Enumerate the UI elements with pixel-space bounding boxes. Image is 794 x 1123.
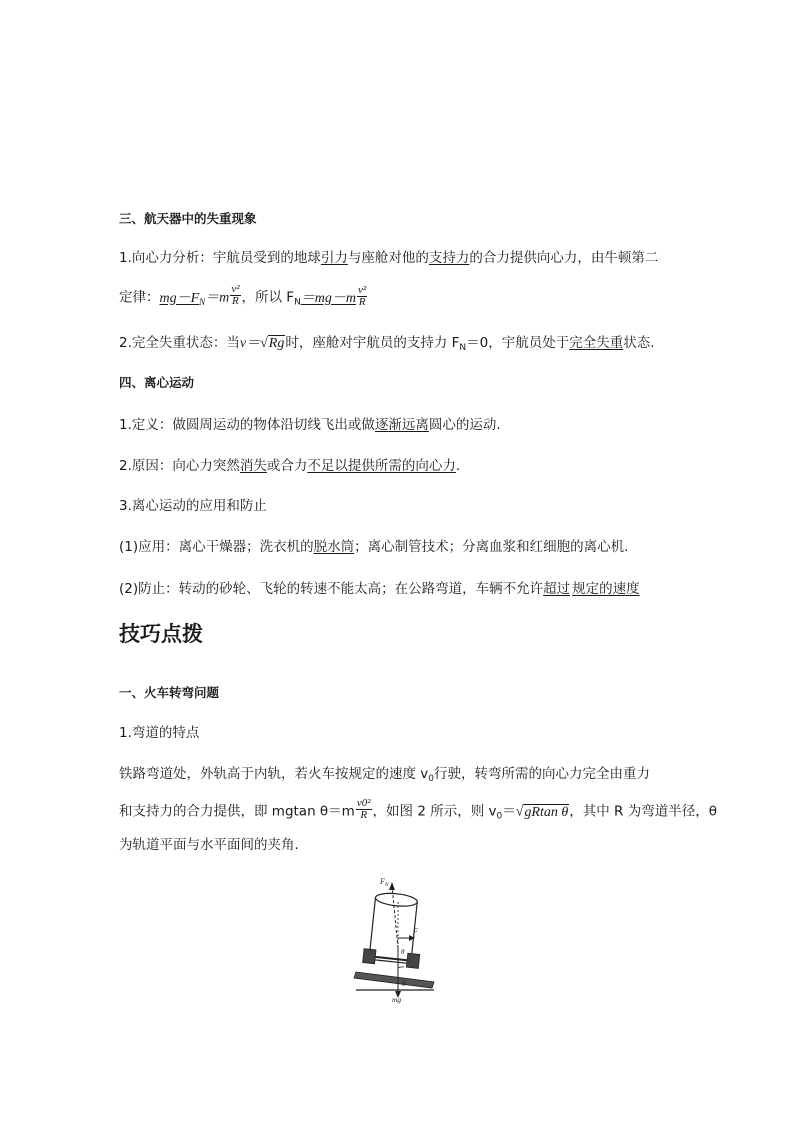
label-fn: $F_N$ xyxy=(380,877,389,888)
paragraph-rail-line1: 铁路弯道处，外轨高于内轨，若火车按规定的速度 $v_0$行驶，转弯所需的向心力完全由重力 xyxy=(119,766,651,784)
paragraph-definition: 1.定义：做圆周运动的物体沿切线飞出或做逐渐远离圆心的运动. xyxy=(119,417,501,433)
section-heading-centrifugal: 四、离心运动 xyxy=(119,375,195,390)
paragraph-rail-line3: 为轨道平面与水平面间的夹角. xyxy=(119,837,299,853)
equation-lhs: $mg-F_N$ xyxy=(159,290,206,307)
text: ＝0，宇航员处于 xyxy=(466,335,570,351)
text: 1.向心力分析：宇航员受到的地球 xyxy=(119,250,321,266)
paragraph-prevention: (2)防止：转动的砂轮、飞轮的转速不能太高；在公路弯道，车辆不允许超过 规定的速度 xyxy=(119,581,640,597)
paragraph-rail-line2: 和支持力的合力提供，即 mgtan θ＝m $\frac{\text{v0²}}{R}$ ，如图 2 所示，则 $v_0=√gRtan$ θ，其中 R 为弯道半径，θ xyxy=(119,797,717,822)
paragraph-cause: 2.原因：向心力突然消失或合力不足以提供所需的向心力. xyxy=(119,458,461,474)
text: 的合力提供向心力，由牛顿第二 xyxy=(469,250,659,266)
label-mg: mg xyxy=(392,995,402,1004)
text: ，所以 F xyxy=(241,289,295,306)
paragraph-newton-law: 定律：$mg-F_N=m$ $\frac{\text{v²}}{R}$ ，所以 $F_N=mg-m$ $\frac{\text{v²}}{R}$ xyxy=(119,283,367,308)
label-theta-top: θ xyxy=(401,948,405,956)
underlined-term-support-force: 支持力 xyxy=(428,250,470,266)
underlined-term-dehydration-drum: 脱水筒 xyxy=(313,539,355,555)
underlined-term-specified-speed: 规定的速度 xyxy=(572,581,640,597)
underlined-term-gravity: 引力 xyxy=(320,250,348,266)
paragraph-application-title: 3.离心运动的应用和防止 xyxy=(119,498,267,514)
underlined-term-insufficient-force: 不足以提供所需的向心力 xyxy=(307,458,456,474)
paragraph-curve-features: 1.弯道的特点 xyxy=(119,725,200,741)
text: 时，座舱对宇航员的支持力 F xyxy=(285,335,460,351)
math-v: v＝ xyxy=(239,336,261,351)
fraction-v0-squared-over-r: $\frac{\text{v0²}}{R}$ xyxy=(356,797,371,821)
label-f: F xyxy=(413,927,418,936)
underlined-term-disappear: 消失 xyxy=(239,458,267,474)
equation-rhs: ＝mg－m $\frac{\text{v²}}{R}$ xyxy=(300,283,367,308)
page-title-tips: 技巧点拨 xyxy=(119,622,203,646)
paragraph-complete-weightlessness: 2.完全失重状态：当v＝√Rg时，座舱对宇航员的支持力 $F_N=0$，宇航员处于完全失重状态. xyxy=(119,335,655,353)
text: 与座舱对他的 xyxy=(347,250,429,266)
paragraph-application: (1)应用：离心干燥器；洗衣机的脱水筒；离心制管技术；分离血浆和红细胞的离心机. xyxy=(119,539,629,555)
text: 2.完全失重状态：当 xyxy=(119,335,240,351)
text: 状态. xyxy=(623,335,655,351)
underlined-term-exceed: 超过 xyxy=(543,581,571,597)
sqrt-grtan: √gRtan θ xyxy=(515,804,569,820)
label-theta-bottom: θ xyxy=(402,980,406,988)
section-heading-train-turning: 一、火车转弯问题 xyxy=(119,685,220,700)
underlined-term-gradually-away: 逐渐远离 xyxy=(374,417,429,433)
equation-equals: ＝m xyxy=(205,290,230,306)
train-force-diagram xyxy=(352,872,438,1004)
paragraph-centripetal-analysis xyxy=(119,249,658,267)
text: 定律： xyxy=(119,289,160,306)
underlined-term-complete-weightlessness: 完全失重 xyxy=(569,335,624,351)
sqrt-rg: √Rg xyxy=(260,336,285,351)
section-heading-weightlessness: 三、航天器中的失重现象 xyxy=(119,211,257,226)
fraction-v2-over-r: $\frac{\text{v²}}{R}$ xyxy=(231,283,240,307)
